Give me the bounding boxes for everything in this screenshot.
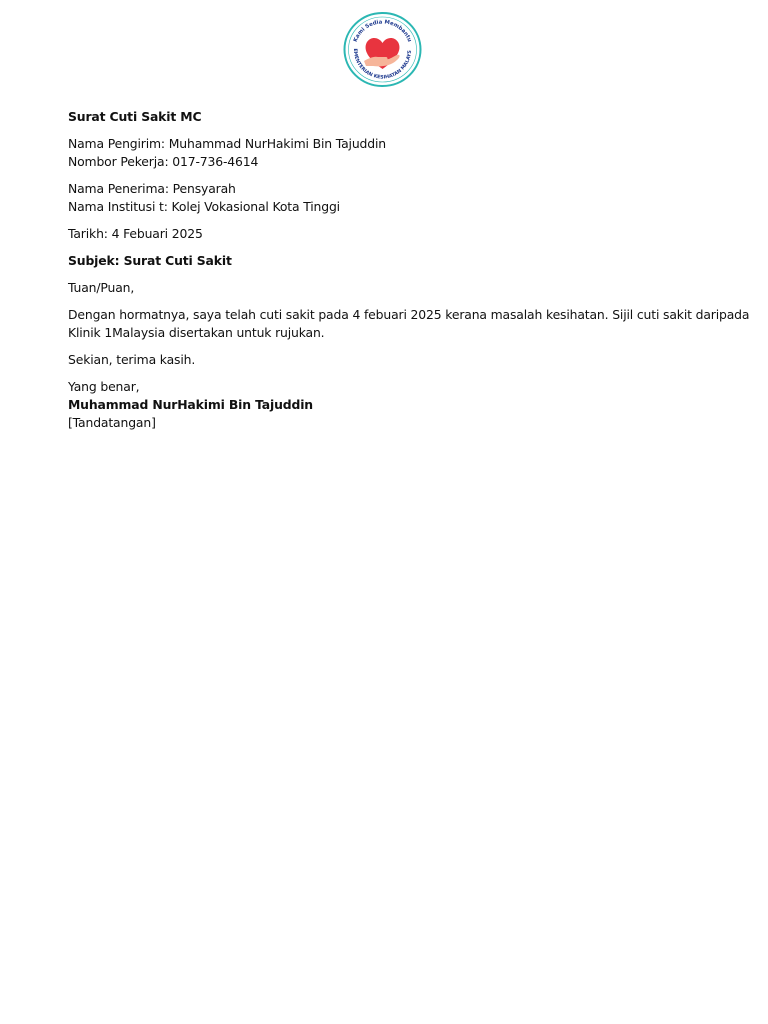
- letter-subject: Subjek: Surat Cuti Sakit: [68, 253, 232, 268]
- signature-name: Muhammad NurHakimi Bin Tajuddin: [68, 397, 313, 412]
- sick-leave-letter: [68, 108, 758, 432]
- letter-date: Tarikh: 4 Febuari 2025: [68, 226, 203, 241]
- signature-placeholder: [Tandatangan]: [68, 415, 156, 430]
- letter-body: Dengan hormatnya, saya telah cuti sakit pada 4 febuari 2025 kerana masalah kesihatan. Sijil cuti sakit daripada Klinik 1Malaysia disertakan untuk rujukan.: [68, 307, 750, 340]
- sign-off: Yang benar,: [68, 379, 140, 394]
- ministry-logo: [342, 11, 423, 88]
- logo-bottom-text: EMENTERIAN KESIHATAN MALAYS: [351, 48, 414, 81]
- recipient-name: Nama Penerima: Pensyarah: [68, 181, 236, 196]
- letter-title: Surat Cuti Sakit MC: [68, 109, 202, 124]
- sender-phone: Nombor Pekerja: 017-736-4614: [68, 154, 259, 169]
- logo-top-text: Kami Sedia Membantu: [352, 19, 413, 43]
- heart-hand-logo-icon: [342, 11, 423, 88]
- sender-name: Nama Pengirim: Muhammad NurHakimi Bin Tajuddin: [68, 136, 386, 151]
- recipient-institution: Nama Institusi t: Kolej Vokasional Kota Tinggi: [68, 199, 340, 214]
- salutation: Tuan/Puan,: [68, 280, 135, 295]
- closing-line: Sekian, terima kasih.: [68, 352, 196, 367]
